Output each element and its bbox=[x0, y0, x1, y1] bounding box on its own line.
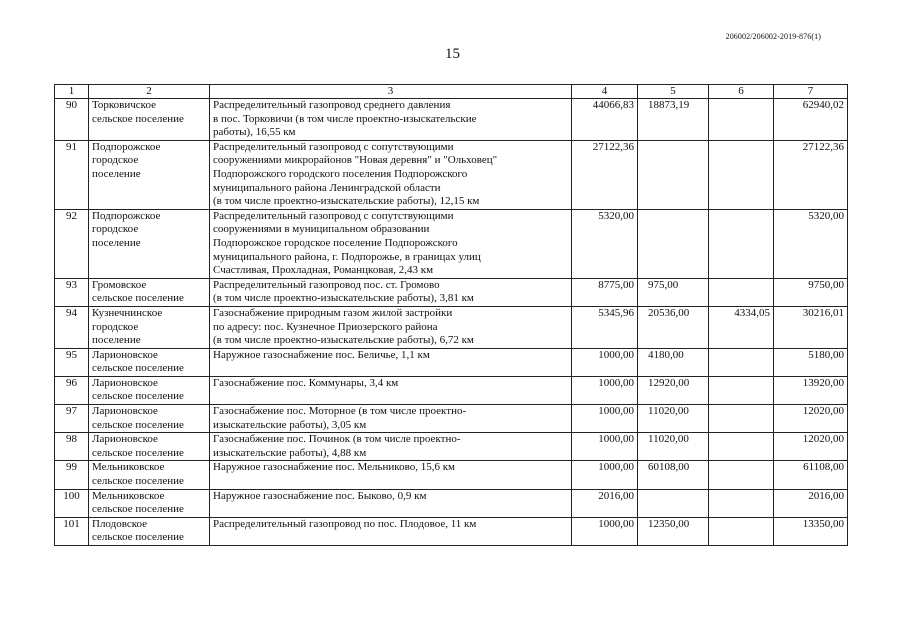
row-number-cell: 93 bbox=[55, 278, 89, 306]
description-line: Распределительный газопровод с сопутствующими bbox=[213, 140, 454, 153]
amount-col6-cell bbox=[709, 517, 774, 545]
settlement-line: Кузнечнинское bbox=[92, 306, 163, 319]
amount-col6-cell bbox=[709, 405, 774, 433]
amount-col5-cell: 4180,00 bbox=[638, 348, 709, 376]
row-number-cell: 101 bbox=[55, 517, 89, 545]
amount-total-cell: 5320,00 bbox=[774, 209, 848, 278]
amount-col5-cell: 12350,00 bbox=[638, 517, 709, 545]
table-row bbox=[55, 348, 848, 376]
description-line: сооружениями микрорайонов "Новая деревня" и "Ольховец" bbox=[213, 154, 498, 167]
amount-total-cell: 12020,00 bbox=[774, 433, 848, 461]
settlement-cell bbox=[89, 140, 210, 209]
gasification-table bbox=[54, 84, 848, 546]
amount-col5-cell: 12920,00 bbox=[638, 376, 709, 404]
description-line: Наружное газоснабжение пос. Быково, 0,9 км bbox=[213, 489, 427, 502]
amount-col4-cell: 1000,00 bbox=[572, 517, 638, 545]
settlement-line: Ларионовское bbox=[92, 405, 158, 418]
settlement-cell bbox=[89, 209, 210, 278]
description-line: Газоснабжение природным газом жилой застройки bbox=[213, 306, 453, 319]
settlement-line: поселение bbox=[92, 167, 141, 180]
settlement-line: городское bbox=[92, 223, 139, 236]
amount-col4-cell: 1000,00 bbox=[572, 461, 638, 489]
settlement-line: сельское поселение bbox=[92, 112, 184, 125]
settlement-cell bbox=[89, 348, 210, 376]
description-line: сооружениями в муниципальном образовании bbox=[213, 223, 430, 236]
header-cell: 1 bbox=[55, 85, 89, 99]
amount-total-cell: 9750,00 bbox=[774, 278, 848, 306]
header-cell: 3 bbox=[210, 85, 572, 99]
settlement-cell bbox=[89, 278, 210, 306]
table-row bbox=[55, 517, 848, 545]
amount-col6-cell bbox=[709, 376, 774, 404]
description-line: изыскательские работы), 4,88 км bbox=[213, 446, 367, 459]
amount-col6-cell bbox=[709, 348, 774, 376]
description-cell bbox=[210, 306, 572, 348]
header-cell: 7 bbox=[774, 85, 848, 99]
description-cell bbox=[210, 209, 572, 278]
description-line: Газоснабжение пос. Починок (в том числе проектно- bbox=[213, 433, 461, 446]
row-number-cell: 91 bbox=[55, 140, 89, 209]
amount-col6-cell bbox=[709, 433, 774, 461]
description-line: Распределительный газопровод по пос. Плодовое, 11 км bbox=[213, 517, 477, 530]
amount-col5-cell bbox=[638, 140, 709, 209]
table-row bbox=[55, 209, 848, 278]
table-row bbox=[55, 489, 848, 517]
row-number-cell: 95 bbox=[55, 348, 89, 376]
settlement-line: сельское поселение bbox=[92, 446, 184, 459]
settlement-cell bbox=[89, 461, 210, 489]
description-line: по адресу: пос. Кузнечное Приозерского района bbox=[213, 320, 438, 333]
amount-col4-cell: 1000,00 bbox=[572, 348, 638, 376]
description-cell bbox=[210, 433, 572, 461]
table-row bbox=[55, 278, 848, 306]
amount-col4-cell: 1000,00 bbox=[572, 376, 638, 404]
description-cell bbox=[210, 348, 572, 376]
amount-col5-cell bbox=[638, 209, 709, 278]
settlement-line: поселение bbox=[92, 236, 141, 249]
row-number-cell: 90 bbox=[55, 99, 89, 141]
document-id: 206002/206002-2019-876(1) bbox=[725, 32, 821, 41]
amount-total-cell: 2016,00 bbox=[774, 489, 848, 517]
description-cell bbox=[210, 517, 572, 545]
description-line: Счастливая, Прохладная, Романцковая, 2,43 км bbox=[213, 264, 434, 277]
settlement-line: сельское поселение bbox=[92, 390, 184, 403]
row-number-cell: 96 bbox=[55, 376, 89, 404]
description-line: изыскательские работы), 3,05 км bbox=[213, 418, 367, 431]
row-number-cell: 97 bbox=[55, 405, 89, 433]
settlement-cell bbox=[89, 376, 210, 404]
settlement-cell bbox=[89, 433, 210, 461]
settlement-line: сельское поселение bbox=[92, 362, 184, 375]
description-line: (в том числе проектно-изыскательские работы), 3,81 км bbox=[213, 292, 474, 305]
row-number-cell: 98 bbox=[55, 433, 89, 461]
description-line: работы), 16,55 км bbox=[213, 126, 296, 139]
amount-total-cell: 62940,02 bbox=[774, 99, 848, 141]
settlement-line: сельское поселение bbox=[92, 475, 184, 488]
amount-col4-cell: 27122,36 bbox=[572, 140, 638, 209]
page-number: 15 bbox=[445, 46, 460, 62]
description-line: муниципального района, г. Подпорожье, в границах улиц bbox=[213, 250, 481, 263]
amount-col5-cell: 60108,00 bbox=[638, 461, 709, 489]
table-row bbox=[55, 306, 848, 348]
amount-total-cell: 13920,00 bbox=[774, 376, 848, 404]
settlement-cell bbox=[89, 306, 210, 348]
amount-col5-cell: 11020,00 bbox=[638, 405, 709, 433]
row-number-cell: 99 bbox=[55, 461, 89, 489]
settlement-line: сельское поселение bbox=[92, 503, 184, 516]
settlement-line: сельское поселение bbox=[92, 292, 184, 305]
amount-col4-cell: 1000,00 bbox=[572, 405, 638, 433]
description-line: Распределительный газопровод с сопутствующими bbox=[213, 209, 454, 222]
settlement-cell bbox=[89, 517, 210, 545]
settlement-cell bbox=[89, 99, 210, 141]
amount-col6-cell bbox=[709, 461, 774, 489]
table-row bbox=[55, 140, 848, 209]
row-number-cell: 92 bbox=[55, 209, 89, 278]
description-cell bbox=[210, 278, 572, 306]
amount-col5-cell: 11020,00 bbox=[638, 433, 709, 461]
amount-total-cell: 30216,01 bbox=[774, 306, 848, 348]
settlement-line: Мельниковское bbox=[92, 489, 165, 502]
settlement-line: сельское поселение bbox=[92, 531, 184, 544]
settlement-line: Плодовское bbox=[92, 517, 148, 530]
description-cell bbox=[210, 140, 572, 209]
description-line: Наружное газоснабжение пос. Беличье, 1,1 км bbox=[213, 348, 430, 361]
description-line: Газоснабжение пос. Моторное (в том числе проектно- bbox=[213, 405, 467, 418]
description-cell bbox=[210, 461, 572, 489]
amount-col4-cell: 1000,00 bbox=[572, 433, 638, 461]
settlement-line: Подпорожское bbox=[92, 140, 161, 153]
header-cell: 6 bbox=[709, 85, 774, 99]
settlement-line: поселение bbox=[92, 334, 141, 347]
amount-total-cell: 61108,00 bbox=[774, 461, 848, 489]
table-row bbox=[55, 405, 848, 433]
settlement-line: Громовское bbox=[92, 278, 147, 291]
description-line: (в том числе проектно-изыскательские работы), 6,72 км bbox=[213, 334, 474, 347]
header-cell: 5 bbox=[638, 85, 709, 99]
table-row bbox=[55, 376, 848, 404]
settlement-line: Торковичское bbox=[92, 99, 156, 111]
description-cell bbox=[210, 99, 572, 141]
settlement-line: Ларионовское bbox=[92, 348, 158, 361]
amount-total-cell: 27122,36 bbox=[774, 140, 848, 209]
amount-col4-cell: 2016,00 bbox=[572, 489, 638, 517]
description-cell bbox=[210, 376, 572, 404]
amount-col5-cell: 975,00 bbox=[638, 278, 709, 306]
amount-col6-cell bbox=[709, 140, 774, 209]
amount-col4-cell: 5345,96 bbox=[572, 306, 638, 348]
header-cell: 2 bbox=[89, 85, 210, 99]
amount-col6-cell bbox=[709, 489, 774, 517]
header-cell: 4 bbox=[572, 85, 638, 99]
amount-col6-cell bbox=[709, 278, 774, 306]
amount-col5-cell: 20536,00 bbox=[638, 306, 709, 348]
row-number-cell: 94 bbox=[55, 306, 89, 348]
description-line: (в том числе проектно-изыскательские работы), 12,15 км bbox=[213, 195, 480, 208]
table-header-row bbox=[55, 85, 848, 99]
table-row bbox=[55, 433, 848, 461]
description-cell bbox=[210, 405, 572, 433]
description-line: Распределительный газопровод среднего давления bbox=[213, 99, 451, 111]
description-line: Распределительный газопровод пос. ст. Громово bbox=[213, 278, 440, 291]
description-line: муниципального района Ленинградской области bbox=[213, 181, 441, 194]
settlement-line: Ларионовское bbox=[92, 433, 158, 446]
table-row bbox=[55, 461, 848, 489]
amount-col4-cell: 5320,00 bbox=[572, 209, 638, 278]
settlement-line: городское bbox=[92, 320, 139, 333]
amount-col5-cell bbox=[638, 489, 709, 517]
settlement-cell bbox=[89, 489, 210, 517]
amount-col6-cell bbox=[709, 209, 774, 278]
amount-total-cell: 5180,00 bbox=[774, 348, 848, 376]
description-line: Наружное газоснабжение пос. Мельниково, 15,6 км bbox=[213, 461, 456, 474]
amount-col6-cell bbox=[709, 99, 774, 141]
settlement-cell bbox=[89, 405, 210, 433]
table-row bbox=[55, 99, 848, 141]
amount-total-cell: 12020,00 bbox=[774, 405, 848, 433]
amount-col5-cell: 18873,19 bbox=[638, 99, 709, 141]
amount-total-cell: 13350,00 bbox=[774, 517, 848, 545]
settlement-line: городское bbox=[92, 154, 139, 167]
description-line: Подпорожского городского поселения Подпорожского bbox=[213, 167, 468, 180]
settlement-line: Мельниковское bbox=[92, 461, 165, 474]
settlement-line: Ларионовское bbox=[92, 376, 158, 389]
settlement-line: сельское поселение bbox=[92, 418, 184, 431]
settlement-line: Подпорожское bbox=[92, 209, 161, 222]
amount-col4-cell: 8775,00 bbox=[572, 278, 638, 306]
amount-col6-cell: 4334,05 bbox=[709, 306, 774, 348]
amount-col4-cell: 44066,83 bbox=[572, 99, 638, 141]
description-line: в пос. Торковичи (в том числе проектно-изыскательские bbox=[213, 112, 477, 125]
description-line: Газоснабжение пос. Коммунары, 3,4 км bbox=[213, 376, 399, 389]
description-cell bbox=[210, 489, 572, 517]
description-line: Подпорожское городское поселение Подпорожского bbox=[213, 236, 458, 249]
row-number-cell: 100 bbox=[55, 489, 89, 517]
